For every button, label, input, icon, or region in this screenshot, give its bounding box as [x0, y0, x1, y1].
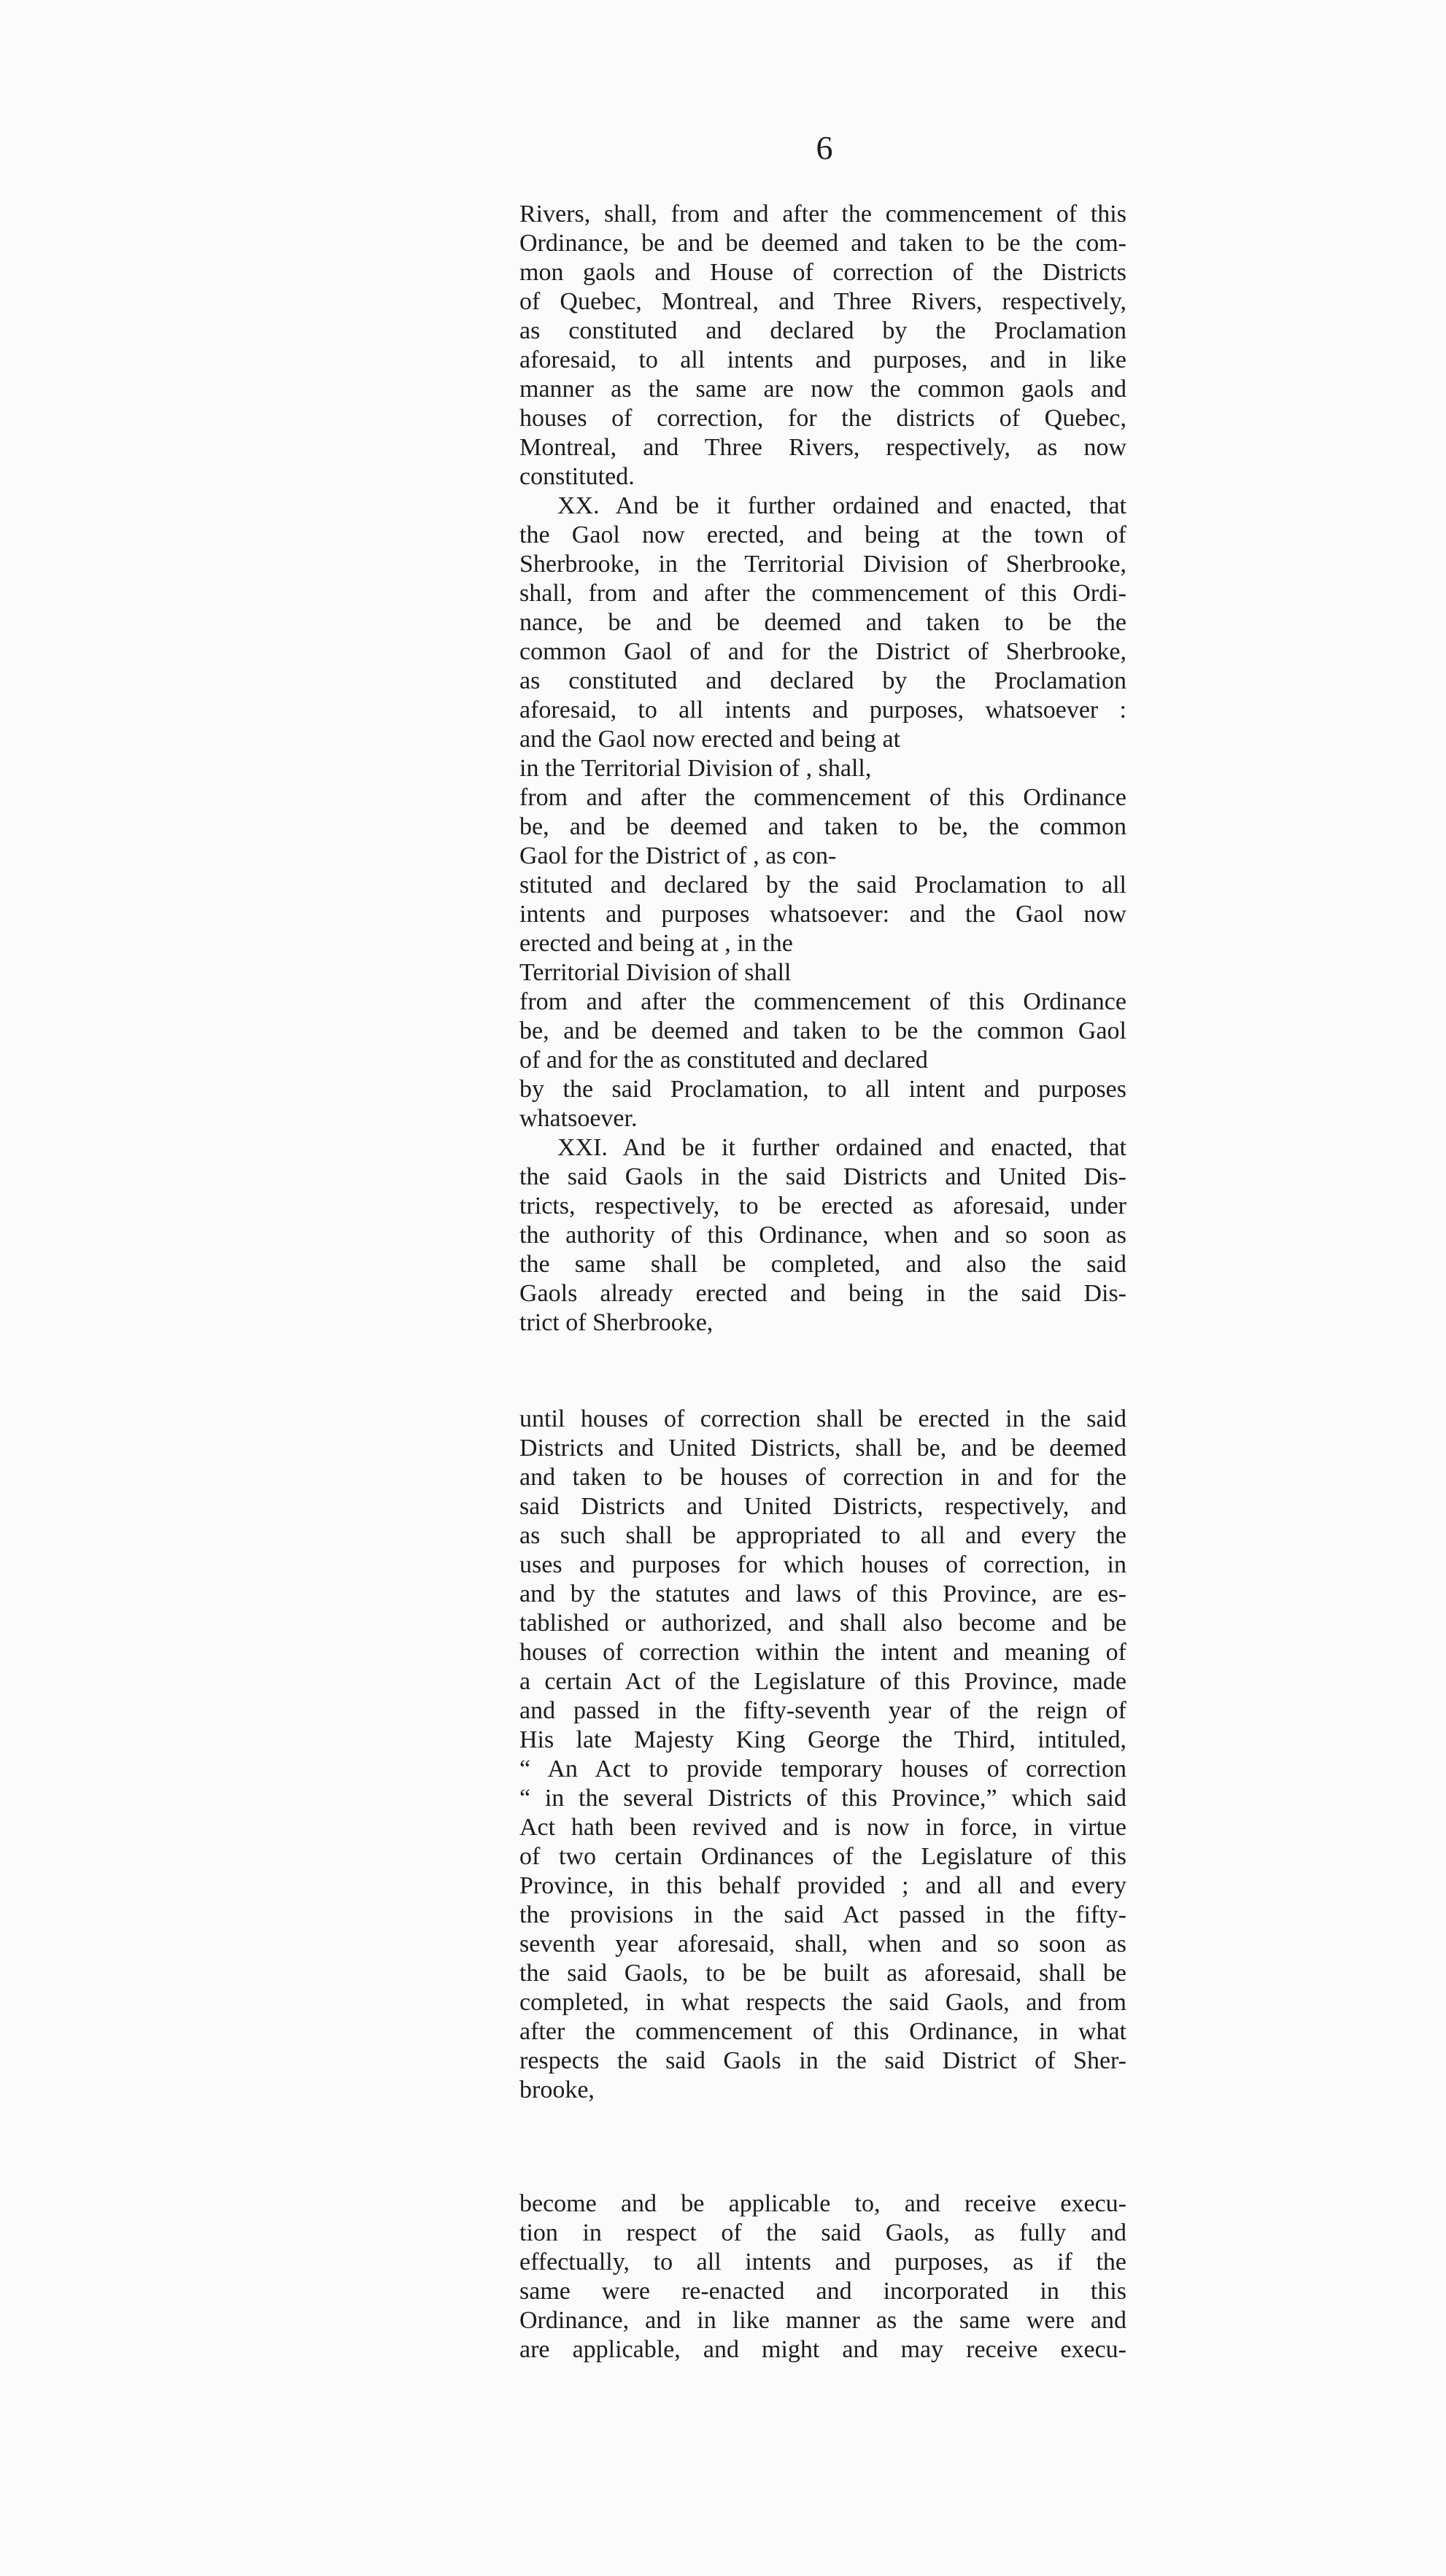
text-line: in the Territorial Division of , shall,: [519, 755, 872, 782]
text-line: Montreal, and Three Rivers, respectively, as now: [519, 434, 1126, 461]
text-line: the authority of this Ordinance, when and so soon as: [519, 1222, 1126, 1249]
text-line: Gaols already erected and being in the said Dis-: [519, 1280, 1126, 1307]
text-line: the provisions in the said Act passed in the fifty-: [519, 1901, 1126, 1928]
text-line: Sherbrooke, in the Territorial Division of Sherbrooke,: [519, 551, 1126, 578]
text-line: Gaol for the District of , as con-: [519, 842, 837, 869]
text-line: completed, in what respects the said Gaols, and from: [519, 1989, 1126, 2016]
text-line: effectually, to all intents and purposes, as if the: [519, 2249, 1126, 2276]
text-line: aforesaid, to all intents and purposes, and in like: [519, 346, 1126, 373]
text-line: whatsoever.: [519, 1105, 638, 1132]
text-line: stituted and declared by the said Proclamation to all: [519, 872, 1126, 899]
text-line: Rivers, shall, from and after the commencement of this: [519, 201, 1126, 228]
text-block-lower: [519, 2189, 1126, 2364]
text-line: as constituted and declared by the Proclamation: [519, 317, 1126, 344]
text-line: until houses of correction shall be erected in the said: [519, 1405, 1126, 1432]
text-line: the said Gaols, to be be built as aforesaid, shall be: [519, 1960, 1126, 1987]
text-line: Ordinance, be and be deemed and taken to be the com-: [519, 230, 1126, 257]
text-line: and by the statutes and laws of this Province, are es-: [519, 1580, 1126, 1607]
text-line: of Quebec, Montreal, and Three Rivers, respectively,: [519, 288, 1126, 315]
text-line: His late Majesty King George the Third, intituled,: [519, 1726, 1126, 1753]
text-line: Districts and United Districts, shall be, and be deemed: [519, 1435, 1126, 1462]
text-line: said Districts and United Districts, respectively, and: [519, 1493, 1126, 1520]
text-line: mon gaols and House of correction of the Districts: [519, 259, 1126, 286]
text-line: a certain Act of the Legislature of this Province, made: [519, 1668, 1126, 1695]
text-line: after the commencement of this Ordinance, in what: [519, 2018, 1126, 2045]
text-line: become and be applicable to, and receive execu-: [519, 2190, 1126, 2217]
text-line: as constituted and declared by the Proclamation: [519, 667, 1126, 694]
text-line: Ordinance, and in like manner as the same were and: [519, 2307, 1126, 2334]
text-line: tablished or authorized, and shall also become and be: [519, 1610, 1126, 1637]
text-line: constituted.: [519, 463, 635, 490]
text-line: Act hath been revived and is now in force, in virtue: [519, 1814, 1126, 1841]
text-line: nance, be and be deemed and taken to be the: [519, 609, 1126, 636]
text-line: are applicable, and might and may receive execu-: [519, 2336, 1126, 2363]
text-line: seventh year aforesaid, shall, when and so soon as: [519, 1931, 1126, 1958]
text-line: brooke,: [519, 2076, 595, 2103]
text-line: “ An Act to provide temporary houses of correction: [519, 1756, 1126, 1782]
text-line: “ in the several Districts of this Province,” which said: [519, 1785, 1126, 1812]
text-line: houses of correction within the intent and meaning of: [519, 1639, 1126, 1666]
text-line: from and after the commencement of this Ordinance: [519, 784, 1126, 811]
text-block-upper: [519, 200, 1126, 1338]
text-line: respects the said Gaols in the said District of Sher-: [519, 2047, 1126, 2074]
text-line: and passed in the fifty-seventh year of the reign of: [519, 1697, 1126, 1724]
text-line: the said Gaols in the said Districts and United Dis-: [519, 1163, 1126, 1190]
text-line: Province, in this behalf provided ; and all and every: [519, 1872, 1126, 1899]
text-line: be, and be deemed and taken to be, the common: [519, 813, 1126, 840]
text-line: by the said Proclamation, to all intent and purposes: [519, 1076, 1126, 1103]
text-line: uses and purposes for which houses of correction, in: [519, 1551, 1126, 1578]
text-line: of and for the as constituted and declared: [519, 1047, 928, 1074]
text-line: aforesaid, to all intents and purposes, whatsoever :: [519, 697, 1126, 723]
text-line: XX. And be it further ordained and enacted, that: [557, 492, 1126, 519]
text-line: tricts, respectively, to be erected as aforesaid, under: [519, 1192, 1126, 1219]
text-line: and taken to be houses of correction in and for the: [519, 1464, 1126, 1491]
text-line: intents and purposes whatsoever: and the Gaol now: [519, 901, 1126, 928]
text-line: be, and be deemed and taken to be the common Gaol: [519, 1017, 1126, 1044]
text-line: common Gaol of and for the District of Sherbrooke,: [519, 638, 1126, 665]
text-line: and the Gaol now erected and being at: [519, 726, 901, 753]
text-line: the same shall be completed, and also the said: [519, 1251, 1126, 1278]
page-number: 6: [816, 129, 833, 166]
text-line: Territorial Division of shall: [519, 959, 792, 986]
text-line: erected and being at , in the: [519, 930, 793, 957]
text-line: of two certain Ordinances of the Legislature of this: [519, 1843, 1126, 1870]
text-line: XXI. And be it further ordained and enacted, that: [557, 1134, 1126, 1161]
text-line: manner as the same are now the common gaols and: [519, 376, 1126, 403]
text-line: houses of correction, for the districts of Quebec,: [519, 405, 1126, 432]
text-line: trict of Sherbrooke,: [519, 1309, 714, 1336]
text-line: as such shall be appropriated to all and every the: [519, 1522, 1126, 1549]
text-line: same were re-enacted and incorporated in this: [519, 2278, 1126, 2305]
text-line: from and after the commencement of this Ordinance: [519, 988, 1126, 1015]
text-line: the Gaol now erected, and being at the town of: [519, 521, 1126, 548]
text-block-middle: [519, 1405, 1126, 2105]
text-line: shall, from and after the commencement of this Ordi-: [519, 580, 1126, 607]
text-line: tion in respect of the said Gaols, as fully and: [519, 2219, 1126, 2246]
